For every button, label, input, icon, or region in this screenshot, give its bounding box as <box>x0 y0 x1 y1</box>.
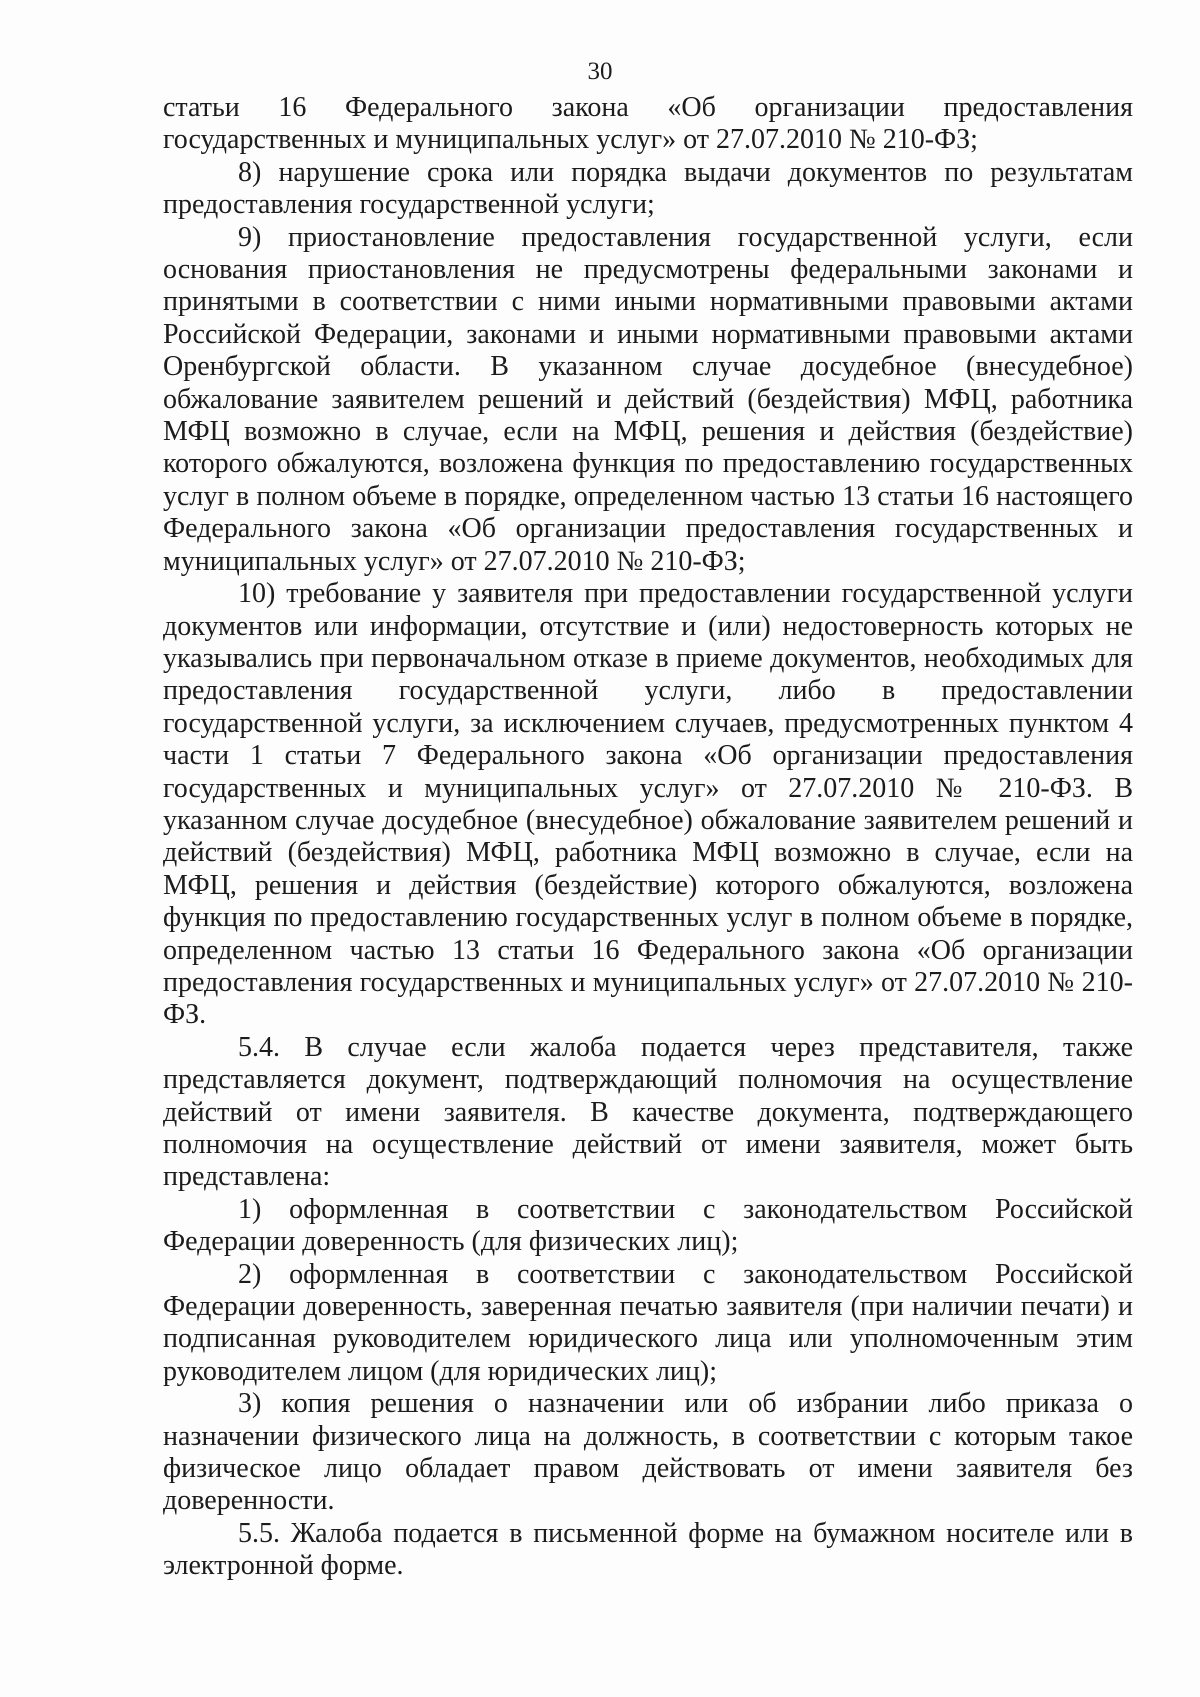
document-body <box>163 92 1133 1583</box>
paragraph-5-4-item-1: 1) оформленная в соответствии с законодательством Российской Федерации доверенность (для физических лиц); <box>163 1193 1133 1258</box>
paragraph-section-5-4: 5.4. В случае если жалоба подается через представителя, также представляется документ, подтверждающий полномочия на осуществление действий от имени заявителя. В качестве документа, подтверждающего полномочия на осуществление действий от имени заявителя, может быть представлена: <box>163 1031 1133 1193</box>
paragraph-item-8: 8) нарушение срока или порядка выдачи документов по результатам предоставления государственной услуги; <box>163 156 1133 221</box>
paragraph-item-9: 9) приостановление предоставления государственной услуги, если основания приостановления не предусмотрены федеральными законами и принятыми в соответствии с ними иными нормативными правовыми актами Российской Федерации, законами и иными нормативными правовыми актами Оренбургской области. В указанном случае досудебное (внесудебное) обжалование заявителем решений и действий (бездействия) МФЦ, работника МФЦ возможно в случае, если на МФЦ, решения и действия (бездействие) которого обжалуются, возложена функция по предоставлению государственных услуг в полном объеме в порядке, определенном частью 13 статьи 16 настоящего Федерального закона «Об организации предоставления государственных и муниципальных услуг» от 27.07.2010 № 210-ФЗ; <box>163 221 1133 577</box>
paragraph-item-10: 10) требование у заявителя при предоставлении государственной услуги документов или информации, отсутствие и (или) недостоверность которых не указывались при первоначальном отказе в приеме документов, необходимых для предоставления государственной услуги, либо в предоставлении государственной услуги, за исключением случаев, предусмотренных пунктом 4 части 1 статьи 7 Федерального закона «Об организации предоставления государственных и муниципальных услуг» от 27.07.2010 № 210-ФЗ. В указанном случае досудебное (внесудебное) обжалование заявителем решений и действий (бездействия) МФЦ, работника МФЦ возможно в случае, если на МФЦ, решения и действия (бездействие) которого обжалуются, возложена функция по предоставлению государственных услуг в полном объеме в порядке, определенном частью 13 статьи 16 Федерального закона «Об организации предоставления государственных и муниципальных услуг» от 27.07.2010 № 210-ФЗ. <box>163 578 1133 1031</box>
paragraph-section-5-5: 5.5. Жалоба подается в письменной форме на бумажном носителе или в электронной форме. <box>163 1517 1133 1582</box>
paragraph-5-4-item-2: 2) оформленная в соответствии с законодательством Российской Федерации доверенность, заверенная печатью заявителя (при наличии печати) и подписанная руководителем юридического лица или уполномоченным этим руководителем лицом (для юридических лиц); <box>163 1258 1133 1387</box>
paragraph-5-4-item-3: 3) копия решения о назначении или об избрании либо приказа о назначении физического лица на должность, в соответствии с которым такое физическое лицо обладает правом действовать от имени заявителя без доверенности. <box>163 1388 1133 1517</box>
paragraph-continuation: статьи 16 Федерального закона «Об организации предоставления государственных и муниципальных услуг» от 27.07.2010 № 210-ФЗ; <box>163 92 1133 156</box>
page-number: 30 <box>587 58 613 85</box>
